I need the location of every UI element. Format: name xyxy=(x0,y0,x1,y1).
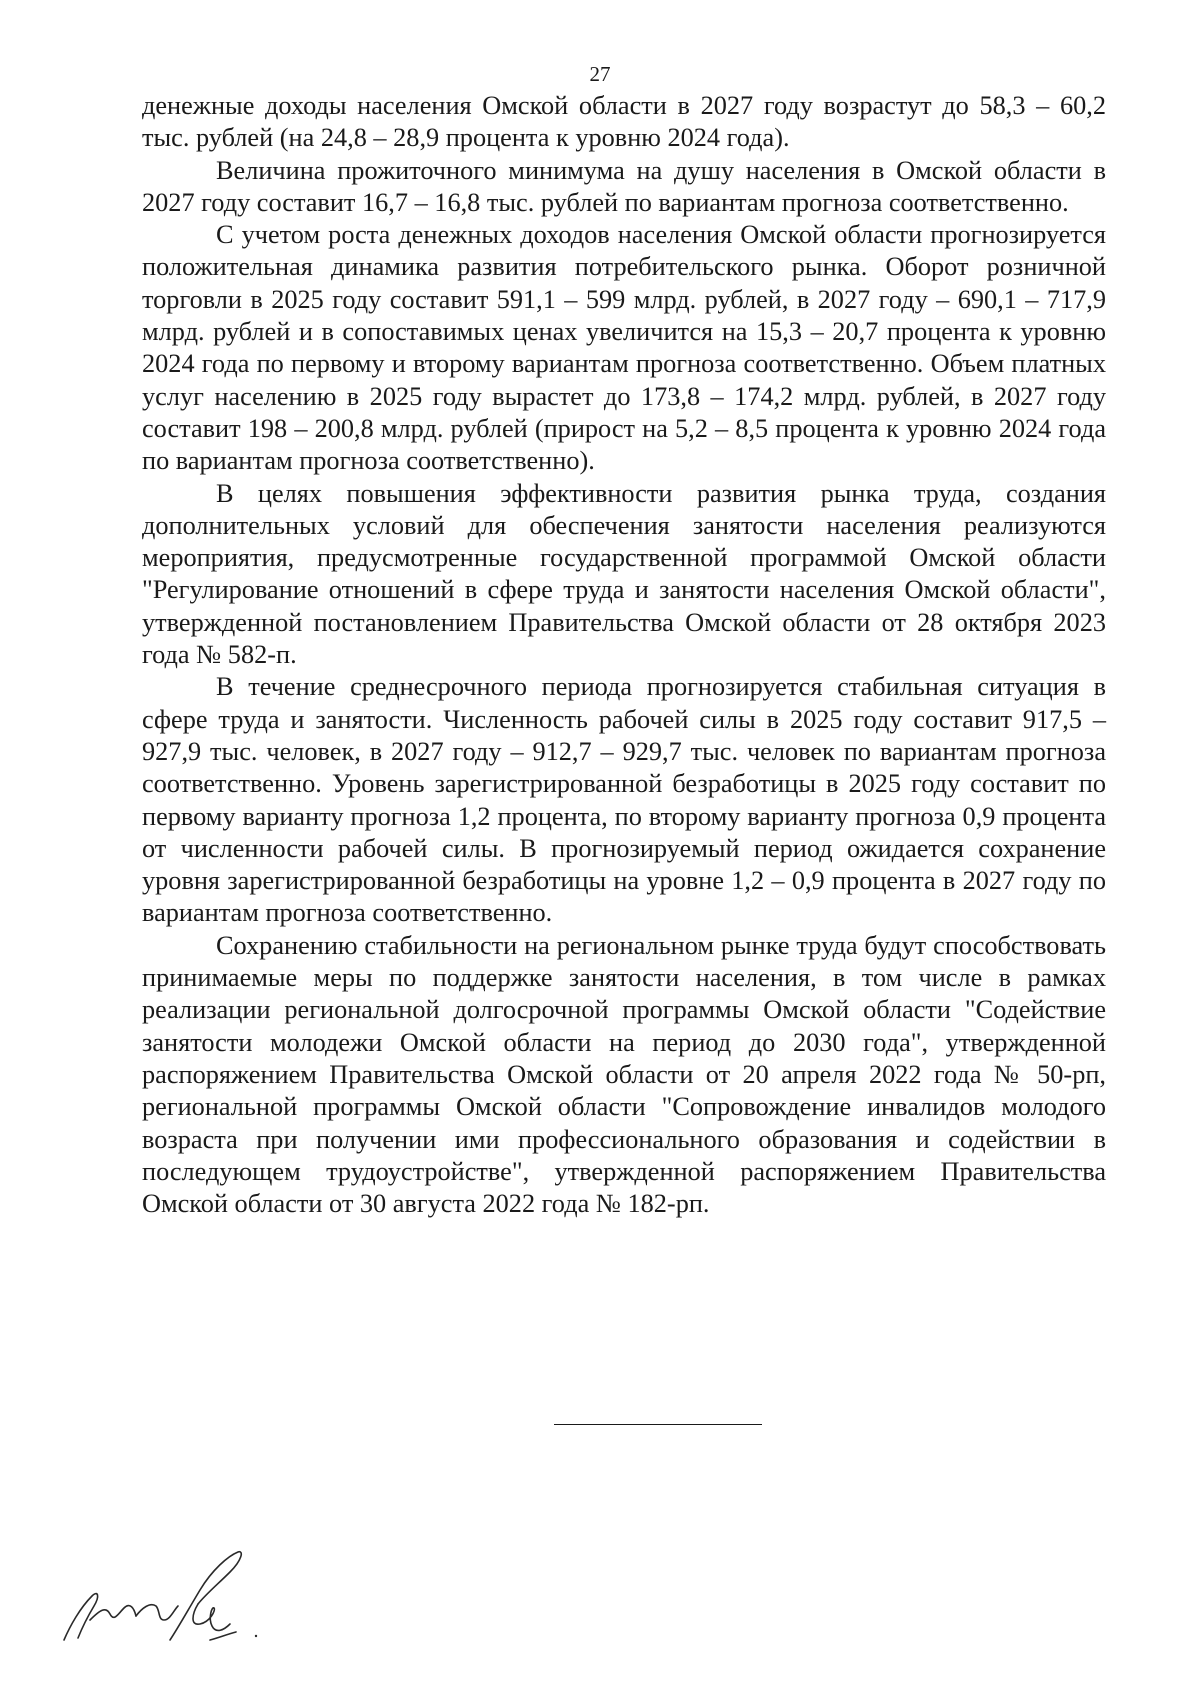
page-number: 27 xyxy=(589,62,611,86)
paragraph-labor-market-program: В целях повышения эффективности развития рынка труда, создания дополнительных условий для обеспечения занятости населения реализуются мероприятия, предусмотренные государственной программой Омской области "Регулирование отношений в сфере труда и занятости населения Омской области", утвержденной постановлением Правительства Омской области от 28 октября 2023 года № 582-п. xyxy=(142,478,1106,670)
paragraph-continuation: денежные доходы населения Омской области в 2027 году возрастут до 58,3 – 60,2 тыс. рублей (на 24,8 – 28,9 процента к уровню 2024 года). xyxy=(142,91,1106,153)
paragraph-consumer-market: С учетом роста денежных доходов населения Омской области прогнозируется положительная динамика развития потребительского рынка. Оборот розничной торговли в 2025 году составит 591,1 – 599 млрд. рублей, в 2027 году – 690,1 – 717,9 млрд. рублей и в сопоставимых ценах увеличится на 15,3 – 20,7 процента к уровню 2024 года по первому и второму вариантам прогноза соответственно. Объем платных услуг населению в 2025 году вырастет до 173,8 – 174,2 млрд. рублей, в 2027 году составит 198 – 200,8 млрд. рублей (прирост на 5,2 – 8,5 процента к уровню 2024 года по вариантам прогноза соответственно). xyxy=(142,220,1106,476)
paragraph-employment-support: Сохранению стабильности на региональном рынке труда будут способствовать принимаемые меры по поддержке занятости населения, в том числе в рамках реализации региональной долгосрочной программы Омской области "Содействие занятости молодежи Омской области на период до 2030 года", утвержденной распоряжением Правительства Омской области от 20 апреля 2022 года № 50-рп, региональной программы Омской области "Сопровождение инвалидов молодого возраста при получении ими профессионального образования и содействии в последующем трудоустройстве", утвержденной распоряжением Правительства Омской области от 30 августа 2022 года № 182-рп. xyxy=(142,930,1106,1219)
paragraph-subsistence-minimum: Величина прожиточного минимума на душу населения в Омской области в 2027 году составит 16,7 – 16,8 тыс. рублей по вариантам прогноза соответственно. xyxy=(142,155,1106,217)
end-of-text-rule xyxy=(554,1424,762,1425)
handwritten-signature xyxy=(60,1548,270,1648)
document-body xyxy=(142,90,1106,1220)
paragraph-labor-force-forecast: В течение среднесрочного периода прогнозируется стабильная ситуация в сфере труда и занятости. Численность рабочей силы в 2025 году составит 917,5 – 927,9 тыс. человек, в 2027 году – 912,7 – 929,7 тыс. человек по вариантам прогноза соответственно. Уровень зарегистрированной безработицы в 2025 году составит по первому варианту прогноза 1,2 процента, по второму варианту прогноза 0,9 процента от численности рабочей силы. В прогнозируемый период ожидается сохранение уровня зарегистрированной безработицы на уровне 1,2 – 0,9 процента в 2027 году по вариантам прогноза соответственно. xyxy=(142,672,1106,928)
